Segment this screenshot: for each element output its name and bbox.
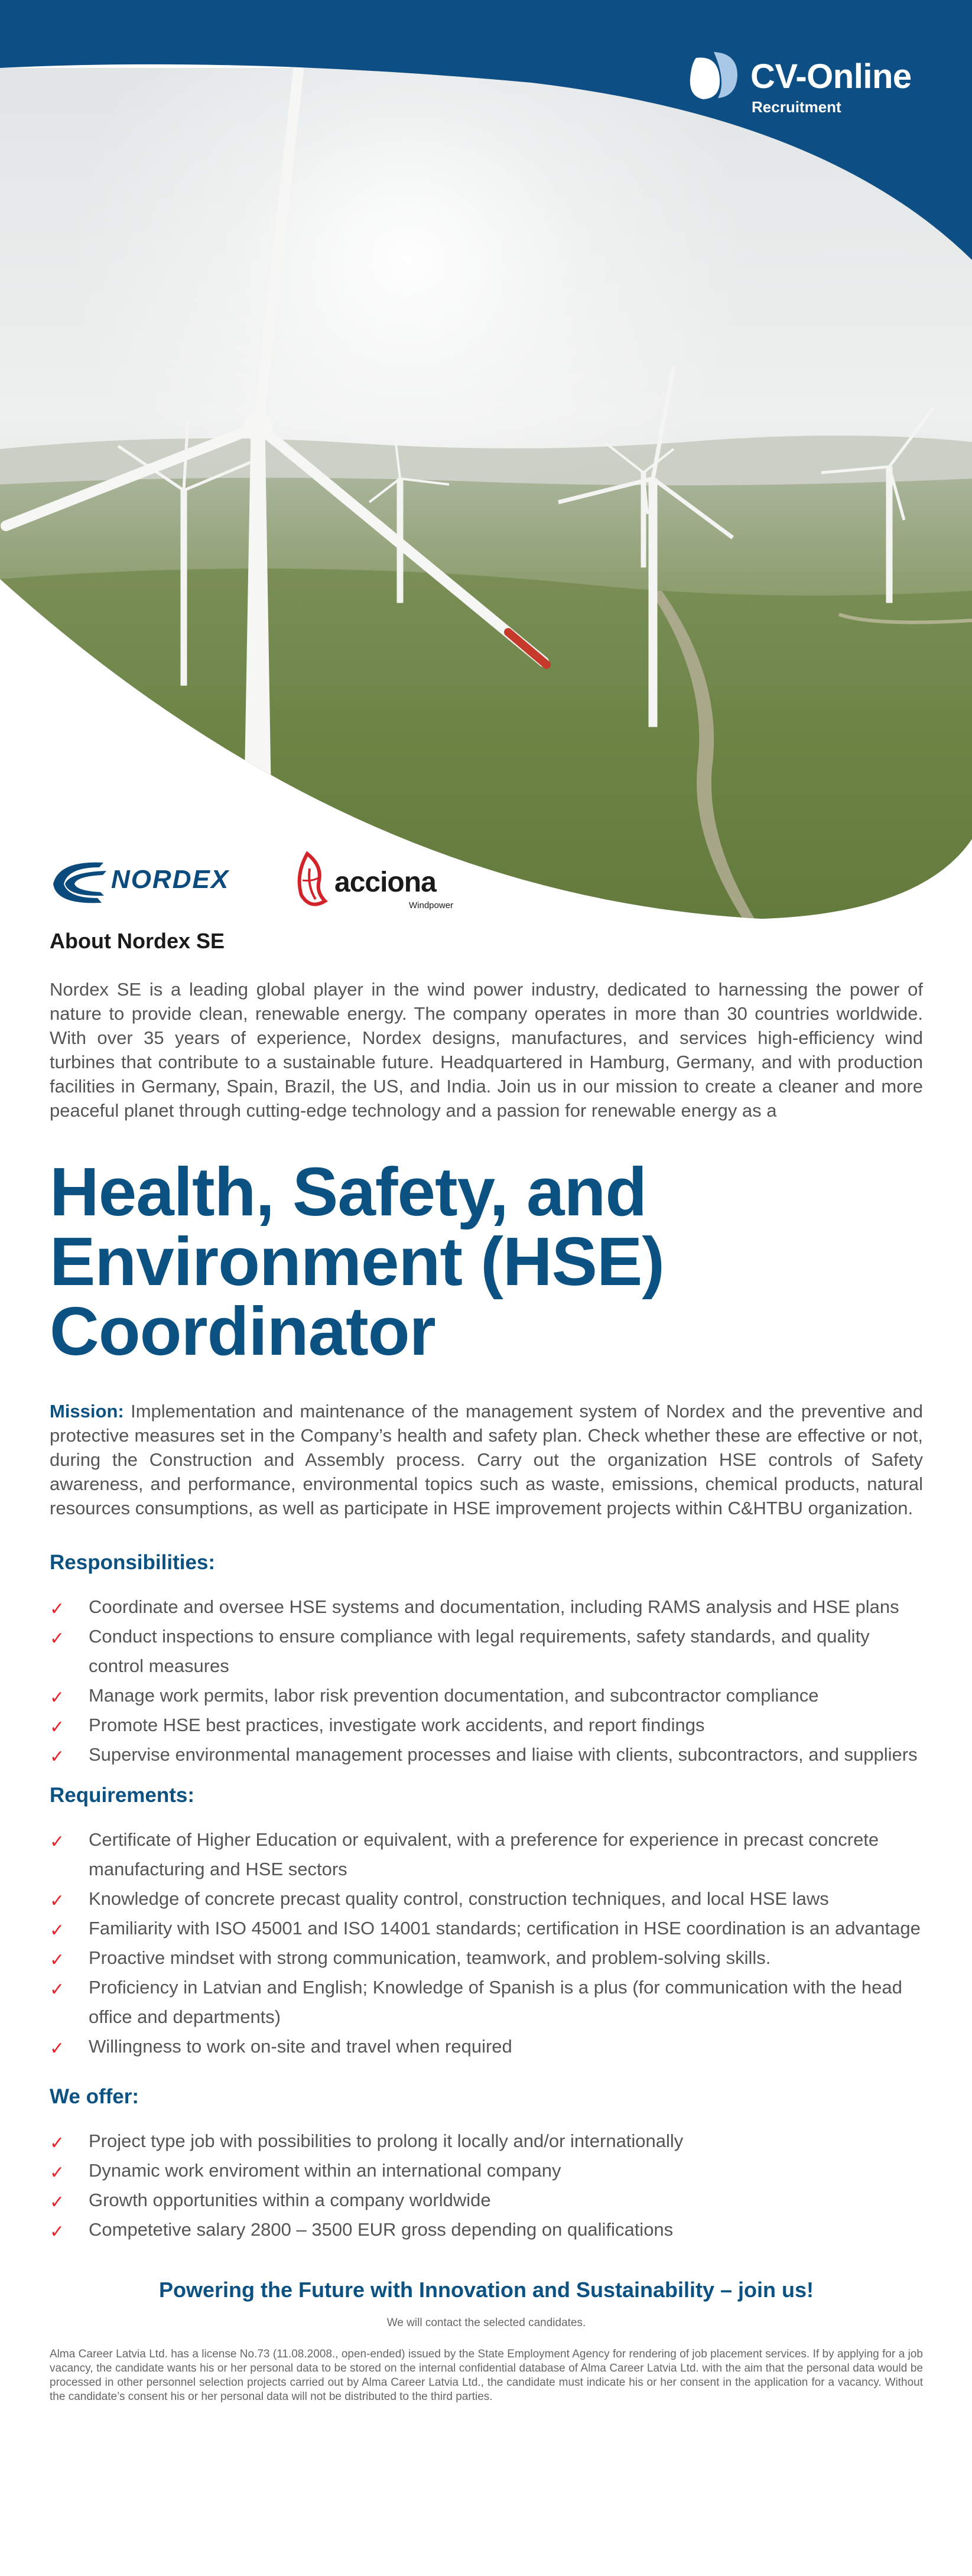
list-item: ✓ Coordinate and oversee HSE systems and documentation, including RAMS analysis and HSE plans: [50, 1592, 923, 1622]
hero-banner: [0, 0, 972, 922]
check-icon: ✓: [50, 1950, 65, 1970]
responsibilities-title: Responsibilities:: [50, 1551, 216, 1574]
check-icon: ✓: [50, 1746, 65, 1767]
cv-online-leaf-icon: [685, 46, 745, 105]
responsibilities-list: [50, 1592, 923, 1770]
list-item: ✓ Growth opportunities within a company worldwide: [50, 2185, 923, 2215]
check-icon: ✓: [50, 2162, 65, 2183]
job-title-line: Coordinator: [50, 1293, 435, 1370]
list-item: ✓ Proficiency in Latvian and English; Knowledge of Spanish is a plus (for communication with the head office and departments): [50, 1973, 923, 2032]
legal-disclaimer: Alma Career Latvia Ltd. has a license No.73 (11.08.2008., open-ended) issued by the State Employment Agency for rendering of job placement services. If by applying for a job vacancy, the candidate wants his or her personal data to be stored on the internal confidential database of Alma Career Latvia Ltd. with the aim that the personal data would be processed in other personnel selection projects carried out by Alma Career Latvia Ltd., the candidate must indicate his or her consent in the application for a vacancy. Without the candidate’s consent his or her personal data will not be distributed to the third parties.: [50, 2348, 923, 2403]
list-item: ✓ Conduct inspections to ensure compliance with legal requirements, safety standards, and quality control measures: [50, 1622, 923, 1681]
requirements-list: [50, 1825, 923, 2061]
check-icon: ✓: [50, 1920, 65, 1941]
job-title-line: Health, Safety, and: [50, 1153, 647, 1230]
list-item: ✓ Supervise environmental management processes and liaise with clients, subcontractors, and suppliers: [50, 1740, 923, 1770]
about-title: About Nordex SE: [50, 929, 225, 953]
contact-note: We will contact the selected candidates.: [386, 2317, 586, 2329]
list-item: ✓ Manage work permits, labor risk prevention documentation, and subcontractor compliance: [50, 1681, 923, 1710]
requirements-title: Requirements:: [50, 1784, 195, 1807]
acciona-logo-subtitle: Windpower: [409, 900, 454, 910]
check-icon: ✓: [50, 2133, 65, 2154]
check-icon: ✓: [50, 1979, 65, 2000]
check-icon: ✓: [50, 1891, 65, 1911]
check-icon: ✓: [50, 1599, 65, 1619]
cv-online-logo: [685, 44, 945, 115]
mission-paragraph: [50, 1399, 923, 1520]
list-item: ✓ Familiarity with ISO 45001 and ISO 14001 standards; certification in HSE coordination is an advantage: [50, 1914, 923, 1943]
list-item: ✓ Dynamic work enviroment within an international company: [50, 2156, 923, 2185]
brand-name: CV-Online: [750, 57, 912, 96]
list-item: ✓ Willingness to work on-site and travel when required: [50, 2032, 923, 2061]
check-icon: ✓: [50, 1687, 65, 1708]
list-item: ✓ Promote HSE best practices, investigate work accidents, and report findings: [50, 1710, 923, 1740]
about-text: Nordex SE is a leading global player in the wind power industry, dedicated to harnessing the power of nature to provide clean, renewable energy. The company operates in more than 30 countries worldwide. With over 35 years of experience, Nordex designs, manufactures, and services high-efficiency wind turbines that contribute to a sustainable future. Headquartered in Hamburg, Germany, and with production facilities in Germany, Spain, Brazil, the US, and India. Join us in our mission to create a cleaner and more peaceful planet through cutting-edge technology and a passion for renewable energy as a: [50, 979, 923, 1121]
job-title: [50, 1153, 923, 1370]
offer-list: [50, 2126, 923, 2245]
tagline: Powering the Future with Innovation and Sustainability – join us!: [158, 2278, 814, 2302]
list-item: ✓ Competetive salary 2800 – 3500 EUR gross depending on qualifications: [50, 2215, 923, 2245]
hero-wind-farm-image: [0, 0, 972, 922]
check-icon: ✓: [50, 2222, 65, 2242]
list-item: ✓ Knowledge of concrete precast quality control, construction techniques, and local HSE laws: [50, 1884, 923, 1914]
acciona-logo-text: acciona: [334, 867, 436, 898]
job-title-line: Environment (HSE): [50, 1223, 664, 1300]
check-icon: ✓: [50, 2038, 65, 2059]
check-icon: ✓: [50, 1832, 65, 1852]
brand-subtitle: Recruitment: [752, 98, 841, 116]
check-icon: ✓: [50, 1717, 65, 1738]
list-item: ✓ Certificate of Higher Education or equivalent, with a preference for experience in precast concrete manufacturing and HSE sectors: [50, 1825, 923, 1884]
mission-label: Mission:: [50, 1401, 124, 1422]
job-posting-content: [50, 922, 923, 2404]
partner-logos: [47, 845, 461, 916]
list-item: ✓ Project type job with possibilities to prolong it locally and/or internationally: [50, 2126, 923, 2156]
offer-title: We offer:: [50, 2085, 139, 2108]
mission-text: Implementation and maintenance of the management system of Nordex and the preventive and protective measures set in the Company’s health and safety plan. Check whether these are effective or not, during the Construction and Assembly process. Carry out the organization HSE controls of Safety awareness, and performance, environmental topics such as waste, emissions, chemical products, natural resources consumptions, as well as participate in HSE improvement projects within C&HTBU organization.: [50, 1401, 923, 1518]
check-icon: ✓: [50, 2192, 65, 2213]
list-item: ✓ Proactive mindset with strong communication, teamwork, and problem-solving skills.: [50, 1943, 923, 1973]
nordex-logo-text: NORDEX: [111, 865, 230, 894]
check-icon: ✓: [50, 1628, 65, 1649]
